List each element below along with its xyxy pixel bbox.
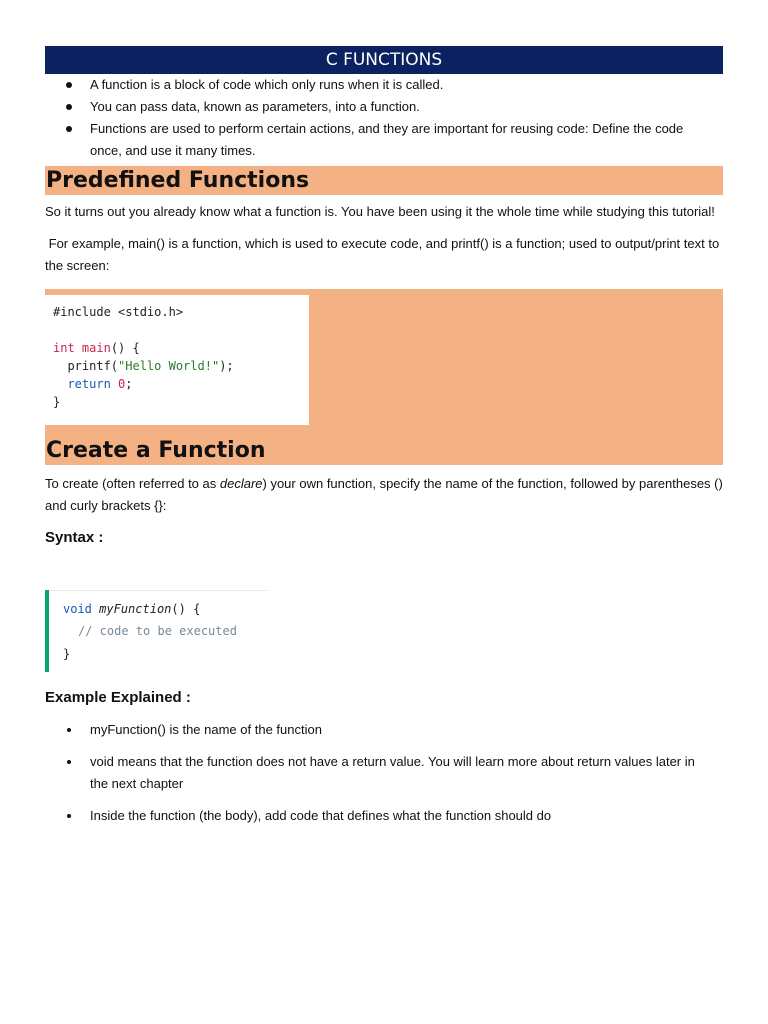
bullet-icon — [67, 760, 71, 764]
bullet-icon — [67, 814, 71, 818]
list-item: You can pass data, known as parameters, into a function. — [45, 96, 723, 118]
page-title: C FUNCTIONS — [45, 46, 723, 74]
predefined-paragraph-2: For example, main() is a function, which is used to execute code, and printf() is a function; used to output/print text to the screen: — [45, 236, 723, 273]
example-section — [45, 689, 723, 827]
code-line: } — [53, 395, 61, 409]
code-line: printf("Hello World!"); — [53, 359, 234, 373]
intro-list — [45, 74, 723, 162]
list-item: Functions are used to perform certain actions, and they are important for reusing code: Define the code once, and use it many times. — [45, 118, 723, 162]
list-item: A function is a block of code which only runs when it is called. — [45, 74, 723, 96]
code-line: void myFunction() { — [63, 602, 201, 616]
syntax-label: Syntax : — [45, 529, 104, 546]
code-line: return 0; — [53, 377, 133, 391]
list-item: myFunction() is the name of the function — [45, 719, 723, 741]
code-example-block — [45, 289, 723, 436]
code-line: } — [63, 647, 71, 661]
create-paragraph: To create (often referred to as declare) your own function, specify the name of the function, followed by parentheses () and curly brackets {}: — [45, 476, 723, 513]
code-comment: // code to be executed — [78, 624, 237, 638]
code-line: int main() { — [53, 341, 140, 355]
bullet-icon — [66, 82, 72, 88]
syntax-code-box — [45, 590, 268, 672]
list-item: Inside the function (the body), add code that defines what the function should do — [45, 805, 723, 827]
example-label: Example Explained : — [45, 689, 191, 706]
list-item: void means that the function does not have a return value. You will learn more about return values later in the next chapter — [45, 751, 723, 795]
bullet-icon — [66, 126, 72, 132]
document-page — [45, 46, 723, 546]
predefined-paragraph-1: So it turns out you already know what a function is. You have been using it the whole time while studying this tutorial! — [45, 204, 715, 219]
bullet-icon — [66, 104, 72, 110]
bullet-icon — [67, 728, 71, 732]
section-heading-create: Create a Function — [45, 436, 723, 465]
code-line: #include <stdio.h> — [53, 305, 184, 319]
code-snippet — [45, 295, 309, 425]
section-heading-predefined: Predefined Functions — [45, 166, 723, 195]
example-list — [45, 719, 723, 827]
